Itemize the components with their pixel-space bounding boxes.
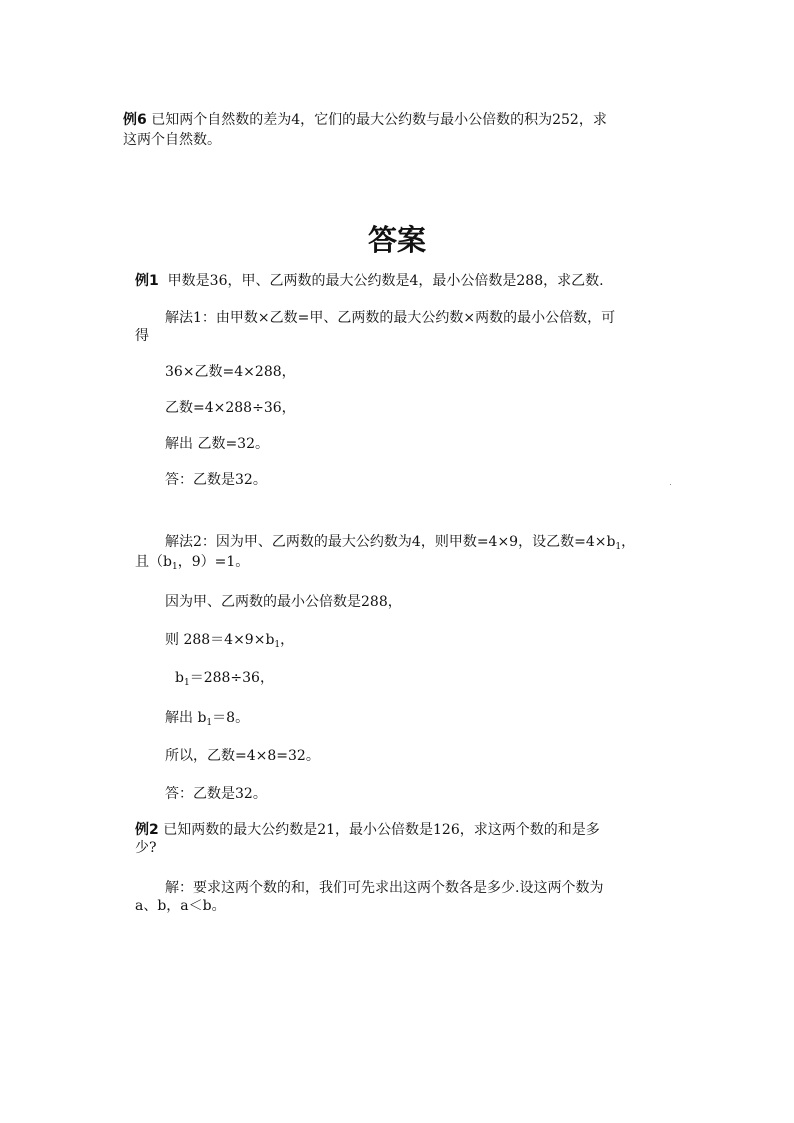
method-2-so: 所以，乙数=4×8=32。: [165, 748, 320, 764]
method-2-equation-2: $b_1=288\div 36$，: [175, 670, 274, 688]
method-1-line-2: 得: [135, 328, 149, 344]
stray-dot: [670, 484, 671, 485]
method-1-line-1: 解法1：由甲数×乙数=甲、乙两数的最大公约数×两数的最小公倍数，可: [165, 310, 616, 326]
method-2-lcm-text: 因为甲、乙两数的最小公倍数是288，: [165, 594, 402, 610]
example-2-solution-line-1: 解：要求这两个数的和，我们可先求出这两个数各是多少.设这两个数为: [165, 880, 604, 896]
method-2-line-2: 且（$b_1$，9）=1。: [135, 554, 250, 572]
example-1-question: [135, 271, 604, 291]
method-2-answer: 答：乙数是32。: [165, 786, 267, 802]
example-1-text: 甲数是36，甲、乙两数的最大公约数是4，最小公倍数是288，求乙数.: [167, 273, 604, 289]
method-2-line-1: 解法2：因为甲、乙两数的最大公约数为4，则甲数=4×9，设乙数$=4\times b_1$，: [165, 534, 636, 552]
example-1-label: 例1: [135, 273, 159, 289]
example-2-text: 已知两数的最大公约数是21，最小公倍数是126，求这两个数的和是多: [163, 822, 600, 838]
answer-title: 答案: [367, 223, 426, 257]
method-1-solve: 解出 乙数=32。: [165, 436, 269, 452]
example-2-solution-line-2: a、b，a＜b。: [135, 898, 226, 914]
example-6-line-2: 这两个自然数。: [123, 132, 221, 148]
example-6-label: 例6: [123, 112, 147, 128]
example-2-label: 例2: [135, 822, 159, 838]
example-2-line-1: [135, 820, 600, 840]
method-2-equation-1: 则 $288=4\times 9\times b_1$，: [165, 632, 295, 650]
example-2-line-2: 少?: [135, 840, 157, 856]
method-1-equation-2: 乙数=4×288÷36，: [165, 400, 296, 416]
method-1-equation-1: 36×乙数=4×288，: [165, 364, 296, 380]
example-6-text: 已知两个自然数的差为4，它们的最大公约数与最小公倍数的积为252，求: [151, 112, 607, 128]
example-6-line-1: [123, 110, 607, 130]
method-1-answer: 答：乙数是32。: [165, 472, 267, 488]
method-2-solve: 解出 $b_1=8$。: [165, 710, 250, 728]
